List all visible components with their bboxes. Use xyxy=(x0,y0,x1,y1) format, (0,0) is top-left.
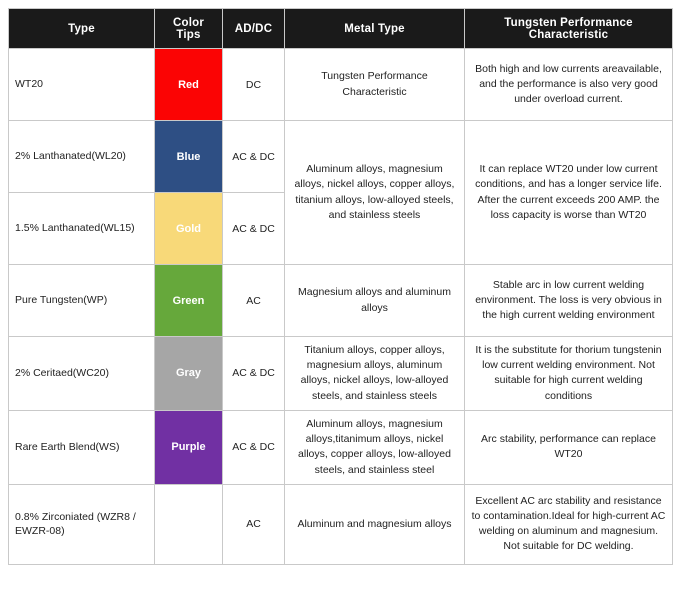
table-row xyxy=(9,337,673,411)
column-header-metal-type: Metal Type xyxy=(285,9,465,49)
cell-ad-dc: DC xyxy=(223,49,285,121)
cell-color-tip: Purple xyxy=(155,410,223,484)
cell-ad-dc: AC & DC xyxy=(223,410,285,484)
cell-ad-dc: AC & DC xyxy=(223,337,285,411)
cell-performance: It is the substitute for thorium tungstenin low current welding environment. Not suitable for high current welding conditions xyxy=(465,337,673,411)
table-header-row xyxy=(9,9,673,49)
cell-type: WT20 xyxy=(9,49,155,121)
cell-color-tip: Green xyxy=(155,265,223,337)
cell-performance: It can replace WT20 under low current conditions, and has a longer service life. After the current exceeds 200 AMP. the loss capacity is worse than WT20 xyxy=(465,121,673,265)
column-header-type: Type xyxy=(9,9,155,49)
cell-color-tip: Gold xyxy=(155,193,223,265)
table-row xyxy=(9,410,673,484)
cell-ad-dc: AC xyxy=(223,484,285,564)
cell-color-tip: Red xyxy=(155,49,223,121)
cell-metal-type: Titanium alloys, copper alloys, magnesium alloys, aluminum alloys, nickel alloys, low-alloyed steels, and stainless steels xyxy=(285,337,465,411)
column-header-ad-dc: AD/DC xyxy=(223,9,285,49)
table-body xyxy=(9,49,673,565)
tungsten-electrode-table xyxy=(8,8,673,565)
cell-type: 0.8% Zirconiated (WZR8 / EWZR-08) xyxy=(9,484,155,564)
cell-metal-type: Aluminum and magnesium alloys xyxy=(285,484,465,564)
cell-performance: Stable arc in low current welding environment. The loss is very obvious in the high current welding environment xyxy=(465,265,673,337)
cell-ad-dc: AC & DC xyxy=(223,121,285,193)
cell-color-tip: White xyxy=(155,484,223,564)
cell-type: 1.5% Lanthanated(WL15) xyxy=(9,193,155,265)
cell-type: 2% Ceritaed(WC20) xyxy=(9,337,155,411)
cell-type: Rare Earth Blend(WS) xyxy=(9,410,155,484)
column-header-performance: Tungsten Performance Characteristic xyxy=(465,9,673,49)
tungsten-electrode-table-container xyxy=(8,8,672,565)
table-row xyxy=(9,49,673,121)
table-row xyxy=(9,484,673,564)
cell-color-tip: Gray xyxy=(155,337,223,411)
cell-ad-dc: AC xyxy=(223,265,285,337)
cell-metal-type: Tungsten Performance Characteristic xyxy=(285,49,465,121)
cell-color-tip: Blue xyxy=(155,121,223,193)
table-row xyxy=(9,265,673,337)
cell-type: Pure Tungsten(WP) xyxy=(9,265,155,337)
cell-metal-type: Aluminum alloys, magnesium alloys,titanimum alloys, nickel alloys, copper alloys, low-alloyed steels, and stainless steel xyxy=(285,410,465,484)
table-header xyxy=(9,9,673,49)
cell-ad-dc: AC & DC xyxy=(223,193,285,265)
cell-performance: Both high and low currents areavailable, and the performance is also very good under overload current. xyxy=(465,49,673,121)
cell-metal-type: Magnesium alloys and aluminum alloys xyxy=(285,265,465,337)
column-header-color-tips: Color Tips xyxy=(155,9,223,49)
cell-type: 2% Lanthanated(WL20) xyxy=(9,121,155,193)
cell-metal-type: Aluminum alloys, magnesium alloys, nickel alloys, copper alloys, titanium alloys, low-alloyed steels, and stainless steels xyxy=(285,121,465,265)
cell-performance: Arc stability, performance can replace WT20 xyxy=(465,410,673,484)
cell-performance: Excellent AC arc stability and resistance to contamination.Ideal for high-current AC welding on aluminum and magnesium. Not suitable for DC welding. xyxy=(465,484,673,564)
table-row xyxy=(9,121,673,193)
